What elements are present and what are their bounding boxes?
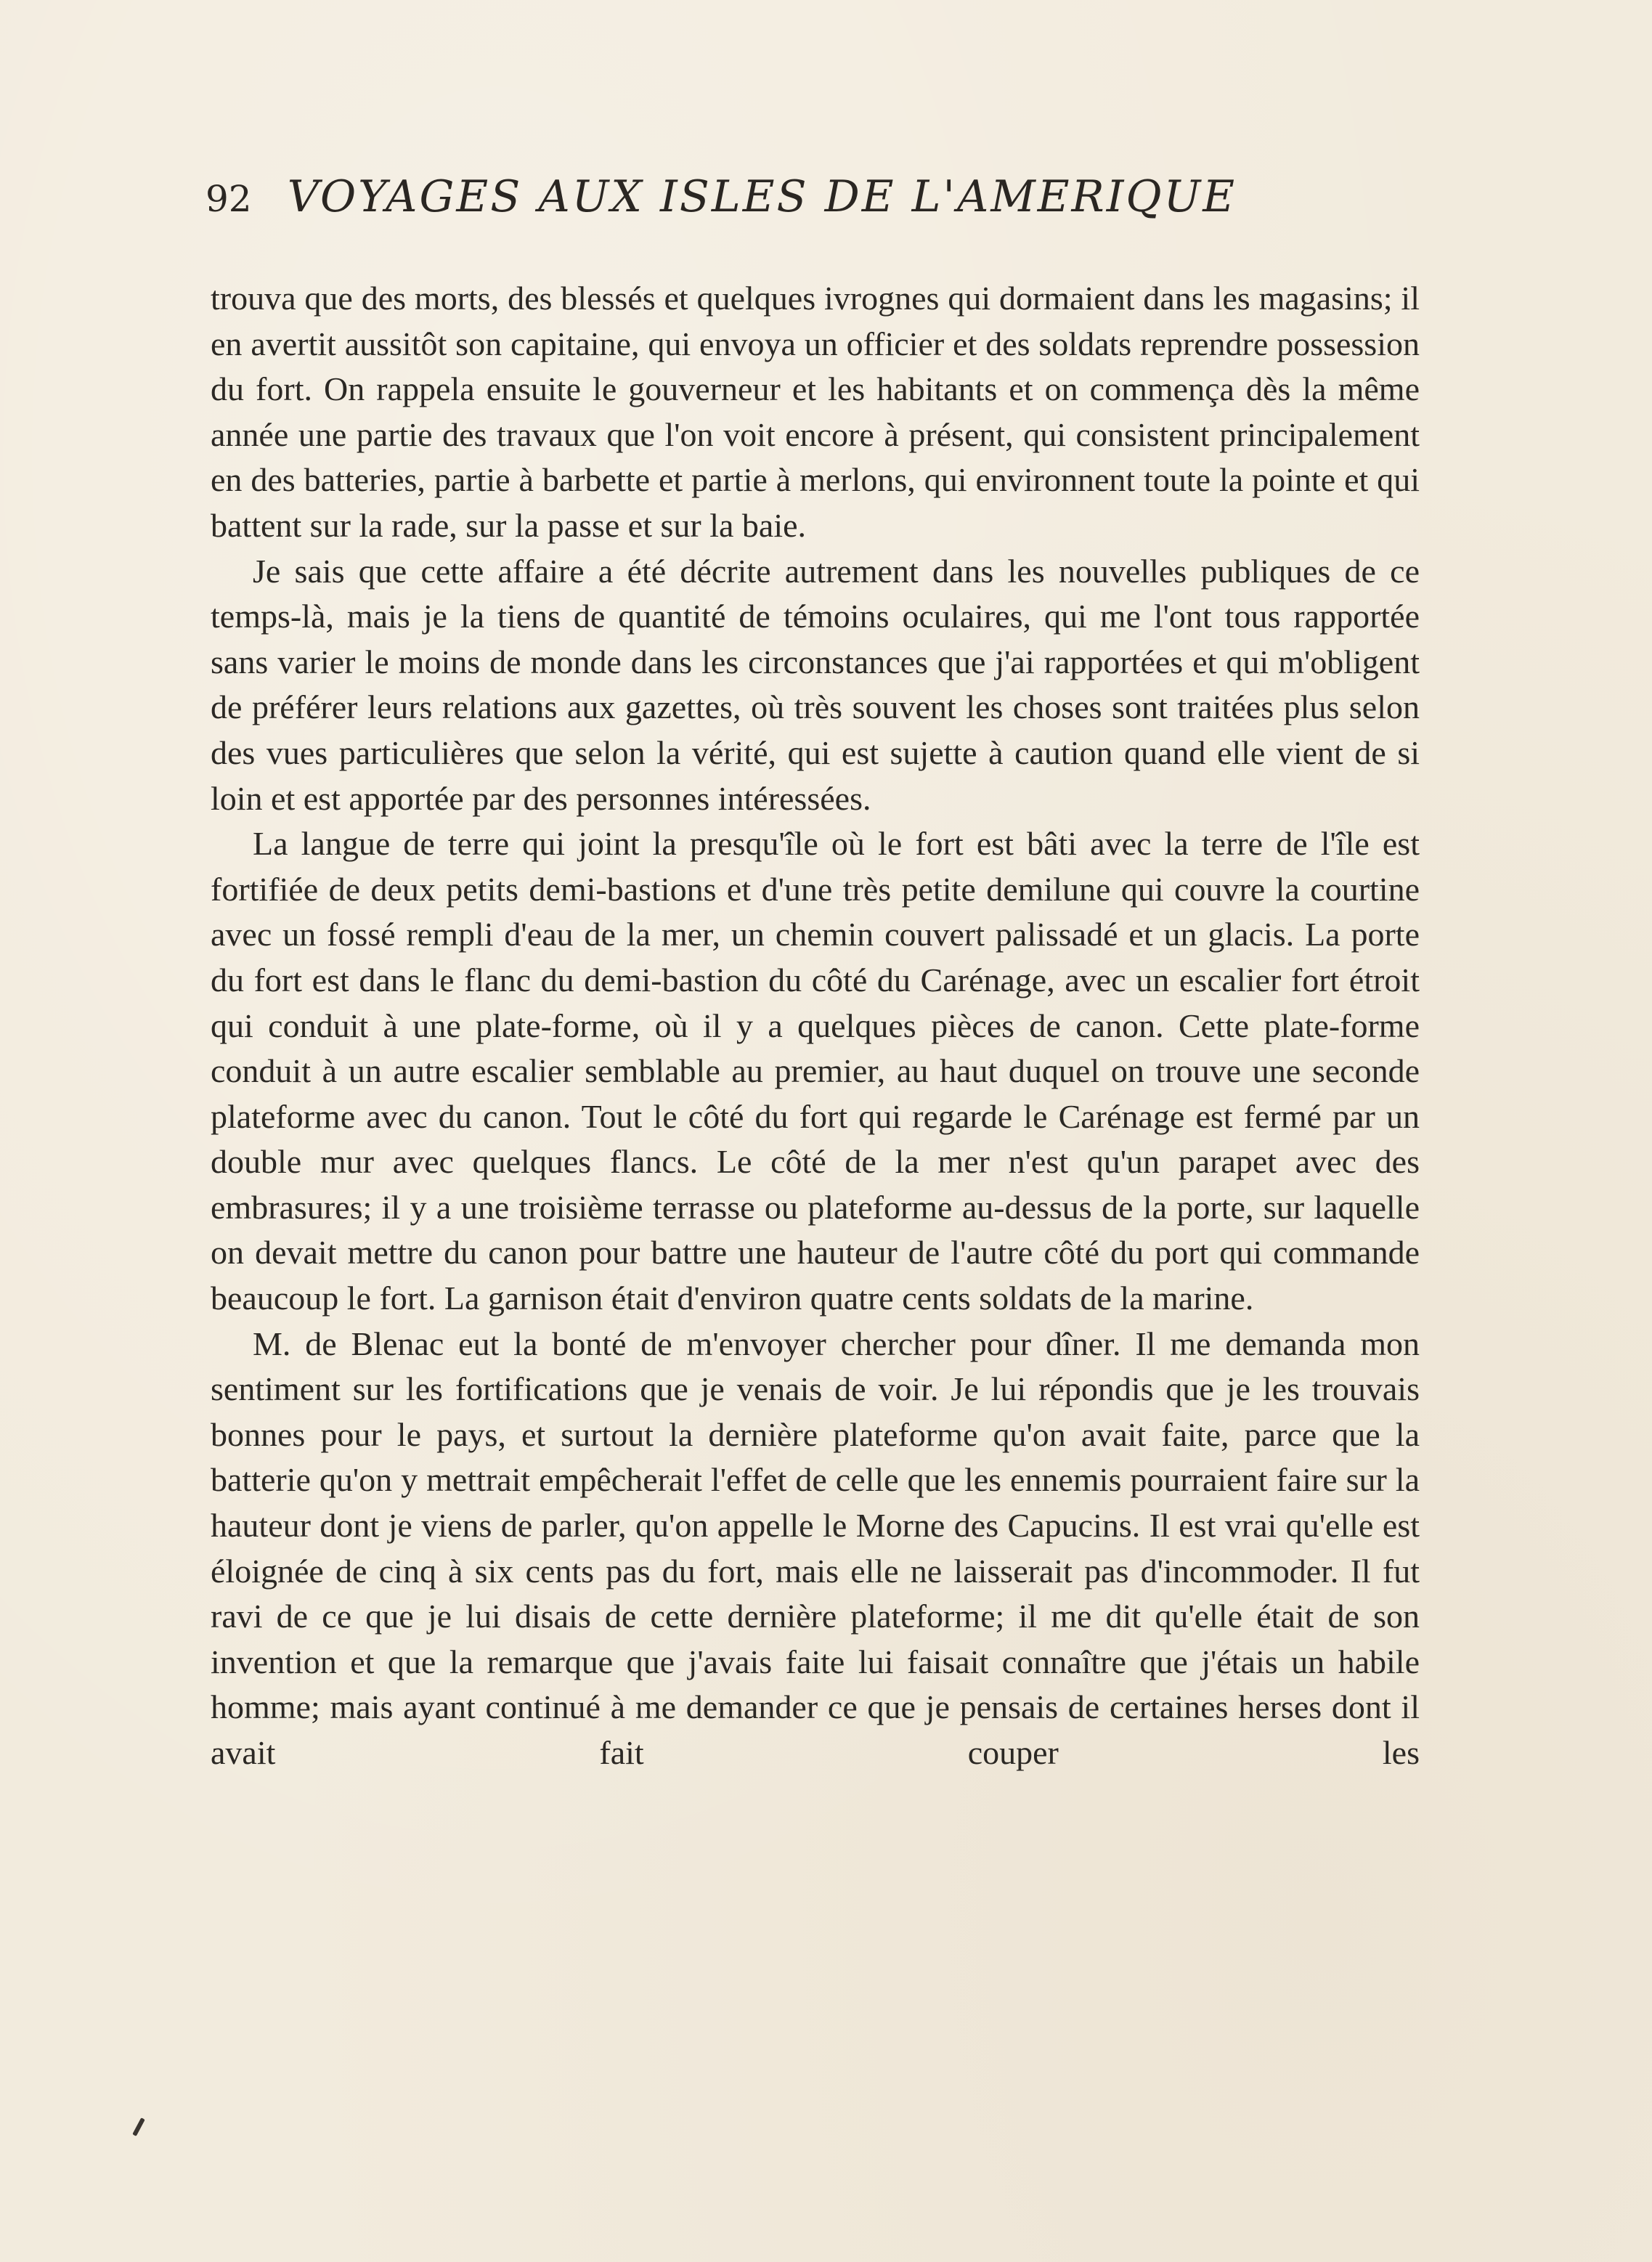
pencil-mark [132,2117,145,2136]
paragraph: M. de Blenac eut la bonté de m'envoyer chercher pour dîner. Il me demanda mon sentiment sur les fortifications que je venais de voir. Je lui répondis que je les trouvais bonnes pour le pays, et surtout la dernière plateforme qu'on avait faite, parce que la batterie qu'on y mettrait empêcherait l'effet de celle que les ennemis pourraient faire sur la hauteur dont je viens de parler, qu'on appelle le Morne des Capucins. Il est vrai qu'elle est éloignée de cinq à six cents pas du fort, mais elle ne laisserait pas d'incommoder. Il fut ravi de ce que je lui disais de cette dernière plateforme; il me dit qu'elle était de son invention et que la remarque que j'avais faite lui faisait connaître que j'étais un habile homme; mais ayant continué à me demander ce que je pensais de certaines herses dont il avait fait couper les [211,1325,1420,1771]
page-header [206,171,1440,237]
paragraph-continuation: trouva que des morts, des blessés et quelques ivrognes qui dormaient dans les magasins; il en avertit aussitôt son capitaine, qui envoya un officier et des soldats reprendre possession du fort. On rappela ensuite le gouverneur et les habitants et on commença dès la même année une partie des travaux que l'on voit encore à présent, qui consistent principalement en des batteries, partie à barbette et partie à merlons, qui environnent toute la pointe et qui battent sur la rade, sur la passe et sur la baie. [211,280,1420,544]
paragraph: La langue de terre qui joint la presqu'île où le fort est bâti avec la terre de l'île est fortifiée de deux petits demi-bastions et d'une très petite demilune qui couvre la courtine avec un fossé rempli d'eau de la mer, un chemin couvert palissadé et un glacis. La porte du fort est dans le flanc du demi-bastion du côté du Carénage, avec un escalier fort étroit qui conduit à une plate-forme, où il y a quelques pièces de canon. Cette plate-forme conduit à un autre escalier semblable au premier, au haut duquel on trouve une seconde plateforme avec du canon. Tout le côté du fort qui regarde le Carénage est fermé par un double mur avec quelques flancs. Le côté de la mer n'est qu'un parapet avec des embrasures; il y a une troisième terrasse ou plateforme au-dessus de la porte, sur laquelle on devait mettre du canon pour battre une hauteur de l'autre côté du port qui commande beaucoup le fort. La garnison était d'environ quatre cents soldats de la marine. [211,825,1420,1317]
body-text [211,276,1420,1776]
paragraph: Je sais que cette affaire a été décrite autrement dans les nouvelles publiques de ce temps-là, mais je la tiens de quantité de témoins oculaires, qui me l'ont tous rapportée sans varier le moins de monde dans les circonstances que j'ai rapportées et qui m'obligent de préférer leurs relations aux gazettes, où très souvent les choses sont traitées plus selon des vues particulières que selon la vérité, qui est sujette à caution quand elle vient de si loin et est apportée par des personnes intéressées. [211,552,1420,817]
page-number: 92 [206,178,252,220]
running-title: VOYAGES AUX ISLES DE L'AMERIQUE [287,171,1237,222]
